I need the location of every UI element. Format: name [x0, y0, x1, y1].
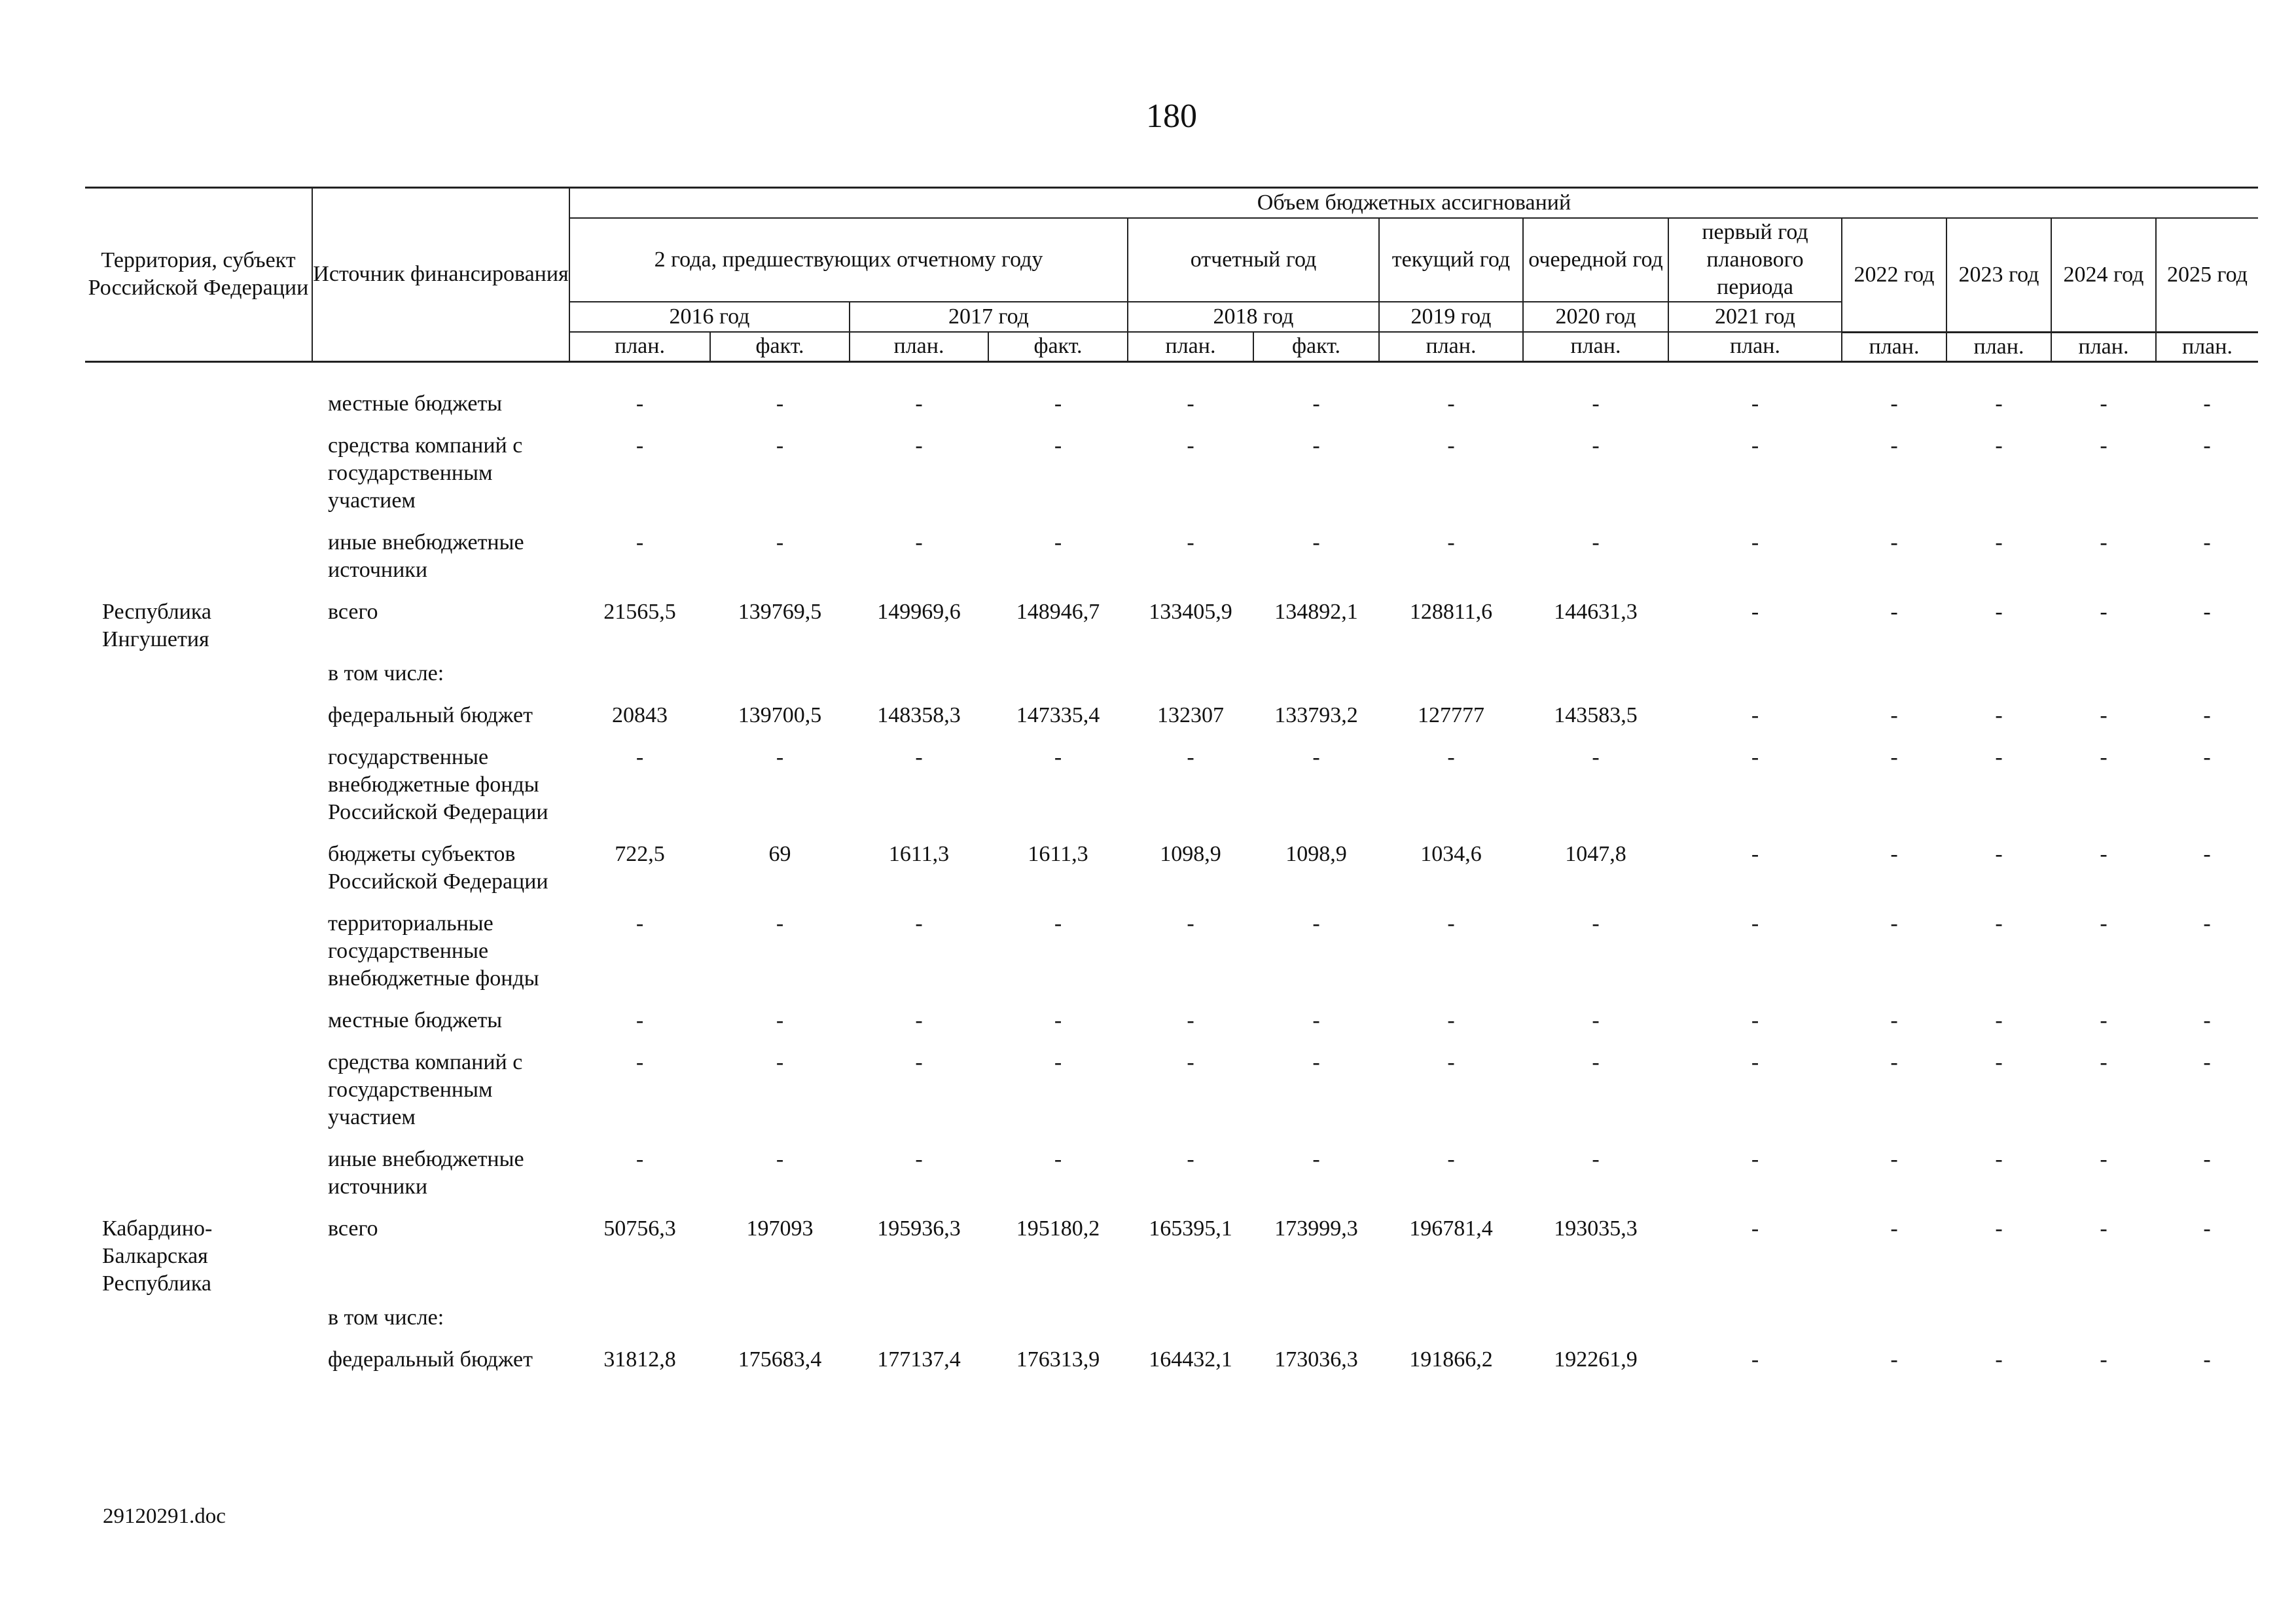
- value-cell: -: [1054, 1146, 1062, 1171]
- value-cell: 173999,3: [1274, 1216, 1358, 1241]
- value-cell: -: [776, 744, 784, 769]
- value-cell: -: [2203, 1008, 2211, 1032]
- header-2022: 2022 год: [1842, 218, 1946, 332]
- value-cell: -: [636, 530, 644, 555]
- value-cell: -: [776, 911, 784, 936]
- value-cell: [569, 1298, 710, 1340]
- value-cell: 191866,2: [1409, 1347, 1493, 1372]
- territory-cell: [85, 1340, 312, 1381]
- value-cell: 177137,4: [877, 1347, 961, 1372]
- territory-cell: [85, 1298, 312, 1340]
- value-cell: -: [1187, 1049, 1194, 1074]
- value-cell: [1128, 1298, 1253, 1340]
- source-cell: местные бюджеты: [328, 1008, 503, 1032]
- value-cell: [710, 1298, 850, 1340]
- value-cell: 176313,9: [1016, 1347, 1100, 1372]
- value-cell: 148358,3: [877, 702, 961, 727]
- header-2023: 2023 год: [1946, 218, 2051, 332]
- table-header: [85, 188, 2258, 362]
- territory-cell: [85, 384, 312, 426]
- value-cell: -: [776, 391, 784, 416]
- table-row: [85, 653, 2258, 695]
- territory-cell: [85, 737, 312, 834]
- value-cell: -: [2100, 1008, 2108, 1032]
- territory-cell: [85, 1139, 312, 1209]
- table-row: [85, 384, 2258, 426]
- value-cell: -: [1995, 530, 2003, 555]
- source-cell: средства компаний с государственным участием: [328, 1049, 523, 1129]
- header-reporting-year: отчетный год: [1128, 218, 1379, 302]
- value-cell: 1611,3: [888, 841, 950, 866]
- territory-cell: [85, 903, 312, 1000]
- header-sub-plan: план.: [1523, 332, 1668, 361]
- value-cell: -: [1312, 911, 1320, 936]
- value-cell: -: [1890, 599, 1898, 624]
- value-cell: [1946, 653, 2051, 695]
- value-cell: -: [2100, 841, 2108, 866]
- value-cell: [710, 653, 850, 695]
- value-cell: -: [1890, 391, 1898, 416]
- header-sub-plan: план.: [850, 332, 988, 361]
- value-cell: 144631,3: [1554, 599, 1638, 624]
- value-cell: -: [2100, 911, 2108, 936]
- value-cell: 1611,3: [1028, 841, 1088, 866]
- value-cell: 196781,4: [1409, 1216, 1493, 1241]
- value-cell: [1842, 653, 1946, 695]
- value-cell: -: [1890, 1008, 1898, 1032]
- table-row: [85, 903, 2258, 1000]
- value-cell: -: [1995, 433, 2003, 458]
- header-2019: 2019 год: [1379, 302, 1523, 332]
- value-cell: -: [2203, 911, 2211, 936]
- value-cell: -: [776, 1008, 784, 1032]
- value-cell: -: [1995, 1216, 2003, 1241]
- value-cell: -: [2203, 1216, 2211, 1241]
- value-cell: -: [1312, 1008, 1320, 1032]
- value-cell: -: [1995, 599, 2003, 624]
- value-cell: -: [1751, 599, 1759, 624]
- value-cell: 147335,4: [1016, 702, 1100, 727]
- value-cell: -: [636, 391, 644, 416]
- value-cell: -: [776, 433, 784, 458]
- value-cell: -: [1187, 1008, 1194, 1032]
- value-cell: -: [2203, 599, 2211, 624]
- value-cell: -: [1890, 1347, 1898, 1372]
- value-cell: -: [636, 911, 644, 936]
- value-cell: -: [1187, 911, 1194, 936]
- value-cell: -: [915, 1049, 923, 1074]
- value-cell: -: [2203, 1049, 2211, 1074]
- source-cell: средства компаний с государственным участием: [328, 433, 523, 513]
- value-cell: 143583,5: [1554, 702, 1638, 727]
- value-cell: 1047,8: [1565, 841, 1626, 866]
- value-cell: -: [915, 1008, 923, 1032]
- source-cell: федеральный бюджет: [328, 1347, 533, 1372]
- value-cell: 31812,8: [603, 1347, 676, 1372]
- table-row: [85, 737, 2258, 834]
- value-cell: -: [1751, 1216, 1759, 1241]
- value-cell: -: [1890, 1146, 1898, 1171]
- value-cell: [1253, 653, 1379, 695]
- value-cell: -: [1054, 911, 1062, 936]
- value-cell: 173036,3: [1274, 1347, 1358, 1372]
- table-row: [85, 1139, 2258, 1209]
- value-cell: -: [2100, 1146, 2108, 1171]
- value-cell: -: [2203, 744, 2211, 769]
- value-cell: 192261,9: [1554, 1347, 1638, 1372]
- table-row: [85, 522, 2258, 592]
- value-cell: -: [1592, 744, 1600, 769]
- value-cell: -: [2100, 599, 2108, 624]
- value-cell: -: [1751, 391, 1759, 416]
- value-cell: -: [1187, 530, 1194, 555]
- value-cell: -: [915, 911, 923, 936]
- value-cell: 149969,6: [877, 599, 961, 624]
- value-cell: -: [1187, 391, 1194, 416]
- value-cell: -: [2203, 530, 2211, 555]
- header-current-year: текущий год: [1379, 218, 1523, 302]
- value-cell: 20843: [612, 702, 668, 727]
- value-cell: -: [1995, 1146, 2003, 1171]
- territory-cell: [85, 695, 312, 737]
- value-cell: [1523, 653, 1668, 695]
- table-row: [85, 592, 2258, 653]
- value-cell: -: [2100, 744, 2108, 769]
- value-cell: [2156, 653, 2258, 695]
- value-cell: -: [776, 1049, 784, 1074]
- value-cell: [1842, 1298, 1946, 1340]
- value-cell: -: [636, 744, 644, 769]
- value-cell: -: [2203, 433, 2211, 458]
- table-row: [85, 426, 2258, 522]
- value-cell: -: [1890, 744, 1898, 769]
- header-2021: 2021 год: [1668, 302, 1842, 332]
- value-cell: -: [1995, 911, 2003, 936]
- territory-cell: Кабардино-Балкарская Республика: [102, 1216, 213, 1296]
- value-cell: -: [1447, 530, 1455, 555]
- header-next-year: очередной год: [1523, 218, 1668, 302]
- value-cell: -: [1312, 1049, 1320, 1074]
- header-sub-fact: факт.: [710, 332, 850, 361]
- value-cell: 69: [768, 841, 791, 866]
- value-cell: [2051, 653, 2156, 695]
- value-cell: -: [1890, 911, 1898, 936]
- value-cell: 50756,3: [603, 1216, 676, 1241]
- value-cell: 134892,1: [1274, 599, 1358, 624]
- header-sub-plan: план.: [1128, 332, 1253, 361]
- value-cell: -: [1592, 530, 1600, 555]
- source-cell: в том числе:: [328, 1305, 444, 1330]
- value-cell: [1253, 1298, 1379, 1340]
- value-cell: -: [1054, 1049, 1062, 1074]
- value-cell: -: [1312, 1146, 1320, 1171]
- header-sub-plan: план.: [2051, 332, 2156, 361]
- value-cell: 133793,2: [1274, 702, 1358, 727]
- value-cell: -: [1054, 530, 1062, 555]
- value-cell: 1034,6: [1420, 841, 1482, 866]
- footer-filename: 29120291.doc: [103, 1504, 226, 1528]
- header-sub-plan: план.: [2156, 332, 2258, 361]
- budget-table-container: [85, 187, 2258, 1381]
- source-cell: в том числе:: [328, 661, 444, 685]
- source-cell: федеральный бюджет: [328, 702, 533, 727]
- value-cell: -: [1312, 433, 1320, 458]
- value-cell: -: [1890, 530, 1898, 555]
- value-cell: [1128, 653, 1253, 695]
- value-cell: -: [636, 1146, 644, 1171]
- value-cell: [1379, 653, 1523, 695]
- value-cell: 164432,1: [1149, 1347, 1232, 1372]
- header-2017: 2017 год: [850, 302, 1128, 332]
- table-row: [85, 1209, 2258, 1298]
- value-cell: -: [1890, 433, 1898, 458]
- header-2025: 2025 год: [2156, 218, 2258, 332]
- header-sub-plan: план.: [1379, 332, 1523, 361]
- value-cell: [1946, 1298, 2051, 1340]
- header-2016: 2016 год: [569, 302, 850, 332]
- value-cell: -: [1187, 433, 1194, 458]
- table-row: [85, 1340, 2258, 1381]
- value-cell: -: [1447, 1146, 1455, 1171]
- value-cell: -: [2203, 1146, 2211, 1171]
- header-source: Источник финансирования: [312, 188, 569, 362]
- value-cell: 21565,5: [603, 599, 676, 624]
- header-first-plan-year: первый год планового периода: [1668, 218, 1842, 302]
- value-cell: -: [1592, 433, 1600, 458]
- territory-cell: [85, 1042, 312, 1139]
- value-cell: -: [1187, 1146, 1194, 1171]
- value-cell: -: [2100, 1049, 2108, 1074]
- source-cell: бюджеты субъектов Российской Федерации: [328, 841, 548, 894]
- header-sub-plan: план.: [569, 332, 710, 361]
- value-cell: -: [1054, 433, 1062, 458]
- value-cell: 127777: [1418, 702, 1484, 727]
- value-cell: -: [1751, 1008, 1759, 1032]
- value-cell: -: [2100, 702, 2108, 727]
- value-cell: -: [2203, 702, 2211, 727]
- table-row: [85, 1298, 2258, 1340]
- value-cell: -: [2203, 391, 2211, 416]
- value-cell: [1668, 1298, 1842, 1340]
- source-cell: всего: [328, 1216, 378, 1241]
- table-row: [85, 695, 2258, 737]
- value-cell: -: [776, 530, 784, 555]
- value-cell: -: [2100, 1347, 2108, 1372]
- value-cell: -: [1447, 744, 1455, 769]
- value-cell: [1379, 1298, 1523, 1340]
- value-cell: -: [1751, 911, 1759, 936]
- territory-cell: [85, 653, 312, 695]
- value-cell: -: [2100, 530, 2108, 555]
- value-cell: -: [915, 530, 923, 555]
- value-cell: [1668, 653, 1842, 695]
- header-sub-fact: факт.: [1253, 332, 1379, 361]
- source-cell: государственные внебюджетные фонды Российской Федерации: [328, 744, 548, 824]
- value-cell: [850, 1298, 988, 1340]
- value-cell: 197093: [746, 1216, 814, 1241]
- value-cell: 1098,9: [1160, 841, 1221, 866]
- source-cell: иные внебюджетные источники: [328, 530, 524, 582]
- value-cell: -: [1312, 530, 1320, 555]
- header-sub-fact: факт.: [988, 332, 1128, 361]
- source-cell: территориальные государственные внебюджетные фонды: [328, 911, 539, 991]
- value-cell: -: [1054, 744, 1062, 769]
- value-cell: -: [1751, 702, 1759, 727]
- territory-cell: [85, 1000, 312, 1042]
- value-cell: -: [1995, 1049, 2003, 1074]
- value-cell: -: [1995, 391, 2003, 416]
- value-cell: [850, 653, 988, 695]
- value-cell: -: [1187, 744, 1194, 769]
- value-cell: 133405,9: [1149, 599, 1232, 624]
- value-cell: -: [1890, 702, 1898, 727]
- header-two-years: 2 года, предшествующих отчетному году: [569, 218, 1128, 302]
- territory-cell: [85, 426, 312, 522]
- value-cell: -: [1751, 433, 1759, 458]
- value-cell: -: [915, 391, 923, 416]
- value-cell: 1098,9: [1285, 841, 1347, 866]
- header-volume: Объем бюджетных ассигнований: [569, 188, 2258, 219]
- value-cell: -: [1890, 1216, 1898, 1241]
- value-cell: -: [1890, 1049, 1898, 1074]
- header-sub-plan: план.: [1842, 332, 1946, 361]
- header-2020: 2020 год: [1523, 302, 1668, 332]
- territory-cell: [85, 834, 312, 903]
- value-cell: [1523, 1298, 1668, 1340]
- value-cell: 128811,6: [1409, 599, 1493, 624]
- value-cell: -: [915, 433, 923, 458]
- budget-allocation-table: [85, 187, 2258, 1381]
- header-sub-plan: план.: [1668, 332, 1842, 361]
- table-body: [85, 361, 2258, 1381]
- value-cell: -: [1592, 1049, 1600, 1074]
- value-cell: 148946,7: [1016, 599, 1100, 624]
- value-cell: -: [1447, 433, 1455, 458]
- value-cell: -: [1592, 1008, 1600, 1032]
- source-cell: местные бюджеты: [328, 391, 503, 416]
- value-cell: 139769,5: [738, 599, 822, 624]
- value-cell: -: [1592, 1146, 1600, 1171]
- header-2024: 2024 год: [2051, 218, 2156, 332]
- value-cell: -: [1995, 841, 2003, 866]
- page-number: 180: [1146, 98, 1197, 135]
- header-2018: 2018 год: [1128, 302, 1379, 332]
- value-cell: -: [1054, 1008, 1062, 1032]
- source-cell: всего: [328, 599, 378, 624]
- value-cell: -: [1751, 1049, 1759, 1074]
- value-cell: -: [1995, 1008, 2003, 1032]
- value-cell: -: [1995, 744, 2003, 769]
- value-cell: -: [1447, 911, 1455, 936]
- value-cell: -: [2203, 1347, 2211, 1372]
- value-cell: -: [1751, 1347, 1759, 1372]
- value-cell: 132307: [1157, 702, 1224, 727]
- value-cell: 139700,5: [738, 702, 822, 727]
- value-cell: -: [1592, 911, 1600, 936]
- value-cell: -: [636, 1049, 644, 1074]
- value-cell: -: [1890, 841, 1898, 866]
- value-cell: -: [1995, 702, 2003, 727]
- value-cell: [569, 653, 710, 695]
- value-cell: 195936,3: [877, 1216, 961, 1241]
- value-cell: -: [636, 433, 644, 458]
- table-row: [85, 1042, 2258, 1139]
- value-cell: 722,5: [615, 841, 665, 866]
- value-cell: -: [2203, 841, 2211, 866]
- value-cell: [988, 653, 1128, 695]
- value-cell: [2156, 1298, 2258, 1340]
- table-row: [85, 834, 2258, 903]
- value-cell: -: [2100, 391, 2108, 416]
- value-cell: -: [1447, 1008, 1455, 1032]
- value-cell: -: [915, 744, 923, 769]
- value-cell: -: [1751, 530, 1759, 555]
- value-cell: 165395,1: [1149, 1216, 1232, 1241]
- value-cell: -: [1447, 1049, 1455, 1074]
- value-cell: 195180,2: [1016, 1216, 1100, 1241]
- value-cell: -: [1447, 391, 1455, 416]
- value-cell: [2051, 1298, 2156, 1340]
- value-cell: -: [636, 1008, 644, 1032]
- value-cell: 193035,3: [1554, 1216, 1638, 1241]
- value-cell: -: [915, 1146, 923, 1171]
- value-cell: -: [1312, 391, 1320, 416]
- header-territory: Территория, субъект Российской Федерации: [85, 188, 312, 362]
- table-row: [85, 1000, 2258, 1042]
- value-cell: -: [1751, 841, 1759, 866]
- value-cell: -: [1995, 1347, 2003, 1372]
- value-cell: -: [2100, 1216, 2108, 1241]
- value-cell: -: [1054, 391, 1062, 416]
- value-cell: -: [1312, 744, 1320, 769]
- territory-cell: Республика Ингушетия: [102, 599, 211, 651]
- value-cell: -: [1751, 744, 1759, 769]
- value-cell: 175683,4: [738, 1347, 822, 1372]
- value-cell: -: [2100, 433, 2108, 458]
- territory-cell: [85, 522, 312, 592]
- header-sub-plan: план.: [1946, 332, 2051, 361]
- value-cell: -: [1592, 391, 1600, 416]
- value-cell: -: [1751, 1146, 1759, 1171]
- value-cell: -: [776, 1146, 784, 1171]
- source-cell: иные внебюджетные источники: [328, 1146, 524, 1199]
- value-cell: [988, 1298, 1128, 1340]
